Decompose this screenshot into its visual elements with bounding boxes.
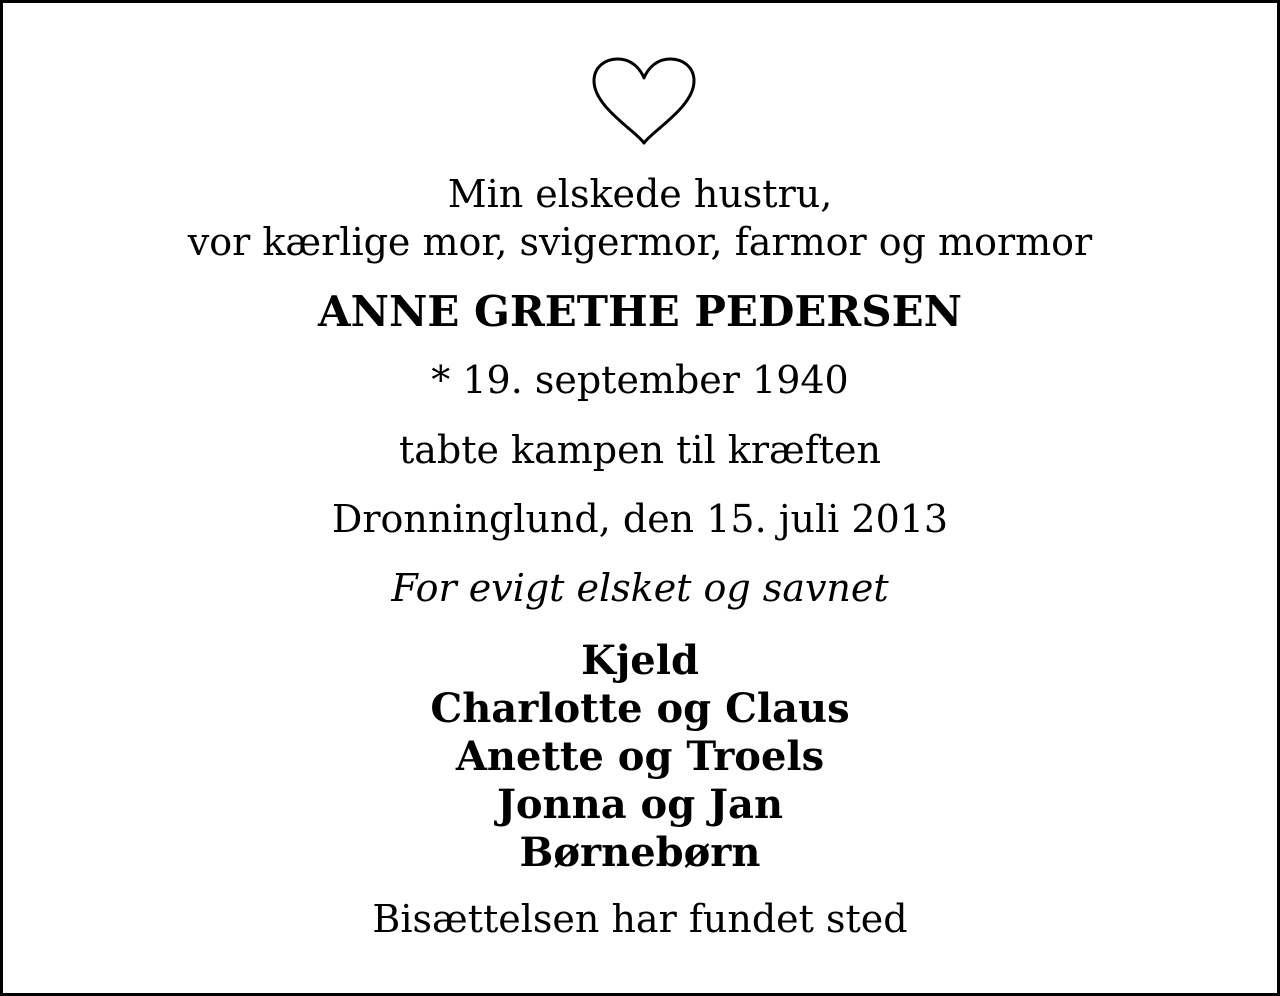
signer-name: Anette og Troels bbox=[455, 733, 825, 780]
signer-name: Charlotte og Claus bbox=[430, 685, 850, 732]
signer-name: Kjeld bbox=[581, 637, 699, 684]
passing-text: tabte kampen til kræften bbox=[398, 428, 882, 472]
signer-name: Børnebørn bbox=[519, 829, 761, 876]
signer-name: Jonna og Jan bbox=[496, 781, 784, 828]
place-and-date: Dronninglund, den 15. juli 2013 bbox=[331, 497, 949, 541]
deceased-name: ANNE GRETHE PEDERSEN bbox=[317, 287, 963, 336]
heart-icon bbox=[588, 55, 700, 147]
birth-date: * 19. september 1940 bbox=[431, 358, 849, 402]
closing-note: Bisættelsen har fundet sted bbox=[372, 897, 908, 941]
signers-list bbox=[3, 637, 1277, 877]
intro-line-2: vor kærlige mor, svigermor, farmor og mormor bbox=[187, 220, 1093, 264]
farewell-text: For evigt elsket og savnet bbox=[391, 566, 889, 610]
intro-line-1: Min elskede hustru, bbox=[447, 172, 833, 216]
